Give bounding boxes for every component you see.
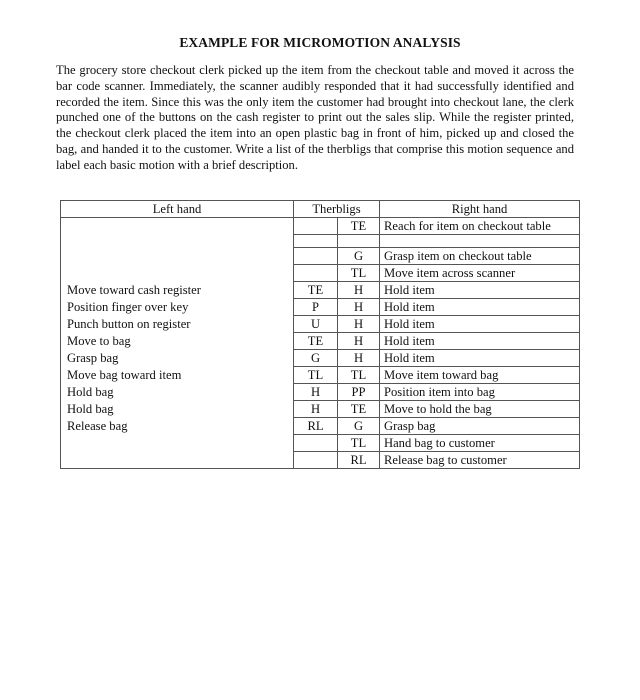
right-hand-cell: Hold item [380, 282, 580, 299]
table-row [61, 350, 580, 367]
right-therblig-cell: RL [338, 452, 380, 469]
table-row [61, 333, 580, 350]
left-hand-cell: Release bag [61, 418, 294, 435]
left-hand-cell: Position finger over key [61, 299, 294, 316]
left-therblig-cell: RL [294, 418, 338, 435]
left-therblig-cell: H [294, 401, 338, 418]
left-hand-cell: Punch button on register [61, 316, 294, 333]
right-therblig-cell: H [338, 316, 380, 333]
left-hand-cell [61, 435, 294, 452]
right-hand-cell: Hold item [380, 299, 580, 316]
left-hand-cell: Hold bag [61, 384, 294, 401]
left-therblig-cell: TL [294, 367, 338, 384]
left-hand-cell: Move to bag [61, 333, 294, 350]
right-hand-cell: Grasp bag [380, 418, 580, 435]
therblig-table [60, 200, 580, 469]
right-hand-cell: Grasp item on checkout table [380, 248, 580, 265]
right-therblig-cell: TE [338, 401, 380, 418]
table-row [61, 418, 580, 435]
right-hand-cell: Move item toward bag [380, 367, 580, 384]
table-row [61, 282, 580, 299]
left-therblig-cell: P [294, 299, 338, 316]
header-therbligs: Therbligs [294, 201, 380, 218]
left-hand-cell: Hold bag [61, 401, 294, 418]
right-therblig-cell: TL [338, 265, 380, 282]
left-therblig-cell [294, 435, 338, 452]
table-row [61, 435, 580, 452]
left-therblig-cell: H [294, 384, 338, 401]
table-body [61, 218, 580, 469]
right-therblig-cell: H [338, 299, 380, 316]
left-hand-cell [61, 218, 294, 235]
right-hand-cell: Reach for item on checkout table [380, 218, 580, 235]
left-therblig-cell: U [294, 316, 338, 333]
table-row [61, 316, 580, 333]
left-therblig-cell [294, 452, 338, 469]
header-left-hand: Left hand [61, 201, 294, 218]
left-hand-cell [61, 248, 294, 265]
table-row [61, 401, 580, 418]
table-row [61, 367, 580, 384]
table-row [61, 452, 580, 469]
table-row [61, 265, 580, 282]
right-hand-cell: Release bag to customer [380, 452, 580, 469]
right-hand-cell: Move to hold the bag [380, 401, 580, 418]
left-therblig-cell [294, 265, 338, 282]
left-therblig-cell [294, 218, 338, 235]
right-therblig-cell: TL [338, 435, 380, 452]
right-therblig-cell: G [338, 248, 380, 265]
right-therblig-cell: H [338, 350, 380, 367]
right-therblig-cell: PP [338, 384, 380, 401]
right-hand-cell: Hand bag to customer [380, 435, 580, 452]
left-therblig-cell [294, 248, 338, 265]
right-therblig-cell [338, 235, 380, 248]
table-row [61, 248, 580, 265]
table-row [61, 384, 580, 401]
left-therblig-cell: TE [294, 282, 338, 299]
table-header-row [61, 201, 580, 218]
left-therblig-cell [294, 235, 338, 248]
table-row [61, 235, 580, 248]
table-row [61, 218, 580, 235]
left-therblig-cell: TE [294, 333, 338, 350]
right-hand-cell: Position item into bag [380, 384, 580, 401]
left-hand-cell: Grasp bag [61, 350, 294, 367]
right-hand-cell: Move item across scanner [380, 265, 580, 282]
table-row [61, 299, 580, 316]
left-therblig-cell: G [294, 350, 338, 367]
right-hand-cell [380, 235, 580, 248]
right-hand-cell: Hold item [380, 333, 580, 350]
right-therblig-cell: TE [338, 218, 380, 235]
problem-paragraph: The grocery store checkout clerk picked up the item from the checkout table and moved it across the bar code scanner. Immediately, the scanner audibly responded that it had successfully identified and recorded the item. Since this was the only item the customer had brought into checkout lane, the clerk punched one of the buttons on the cash register to print out the sales slip. While the register printed, the checkout clerk placed the item into an open plastic bag in front of him, picked up and closed the bag, and handed it to the customer. Write a list of the therbligs that comprise this motion sequence and label each basic motion with a brief description. [56, 63, 574, 172]
right-hand-cell: Hold item [380, 316, 580, 333]
right-hand-cell: Hold item [380, 350, 580, 367]
right-therblig-cell: H [338, 333, 380, 350]
right-therblig-cell: TL [338, 367, 380, 384]
right-therblig-cell: H [338, 282, 380, 299]
left-hand-cell [61, 265, 294, 282]
left-hand-cell [61, 452, 294, 469]
right-therblig-cell: G [338, 418, 380, 435]
left-hand-cell: Move bag toward item [61, 367, 294, 384]
header-right-hand: Right hand [380, 201, 580, 218]
left-hand-cell: Move toward cash register [61, 282, 294, 299]
page-title: EXAMPLE FOR MICROMOTION ANALYSIS [179, 35, 461, 50]
left-hand-cell [61, 235, 294, 248]
